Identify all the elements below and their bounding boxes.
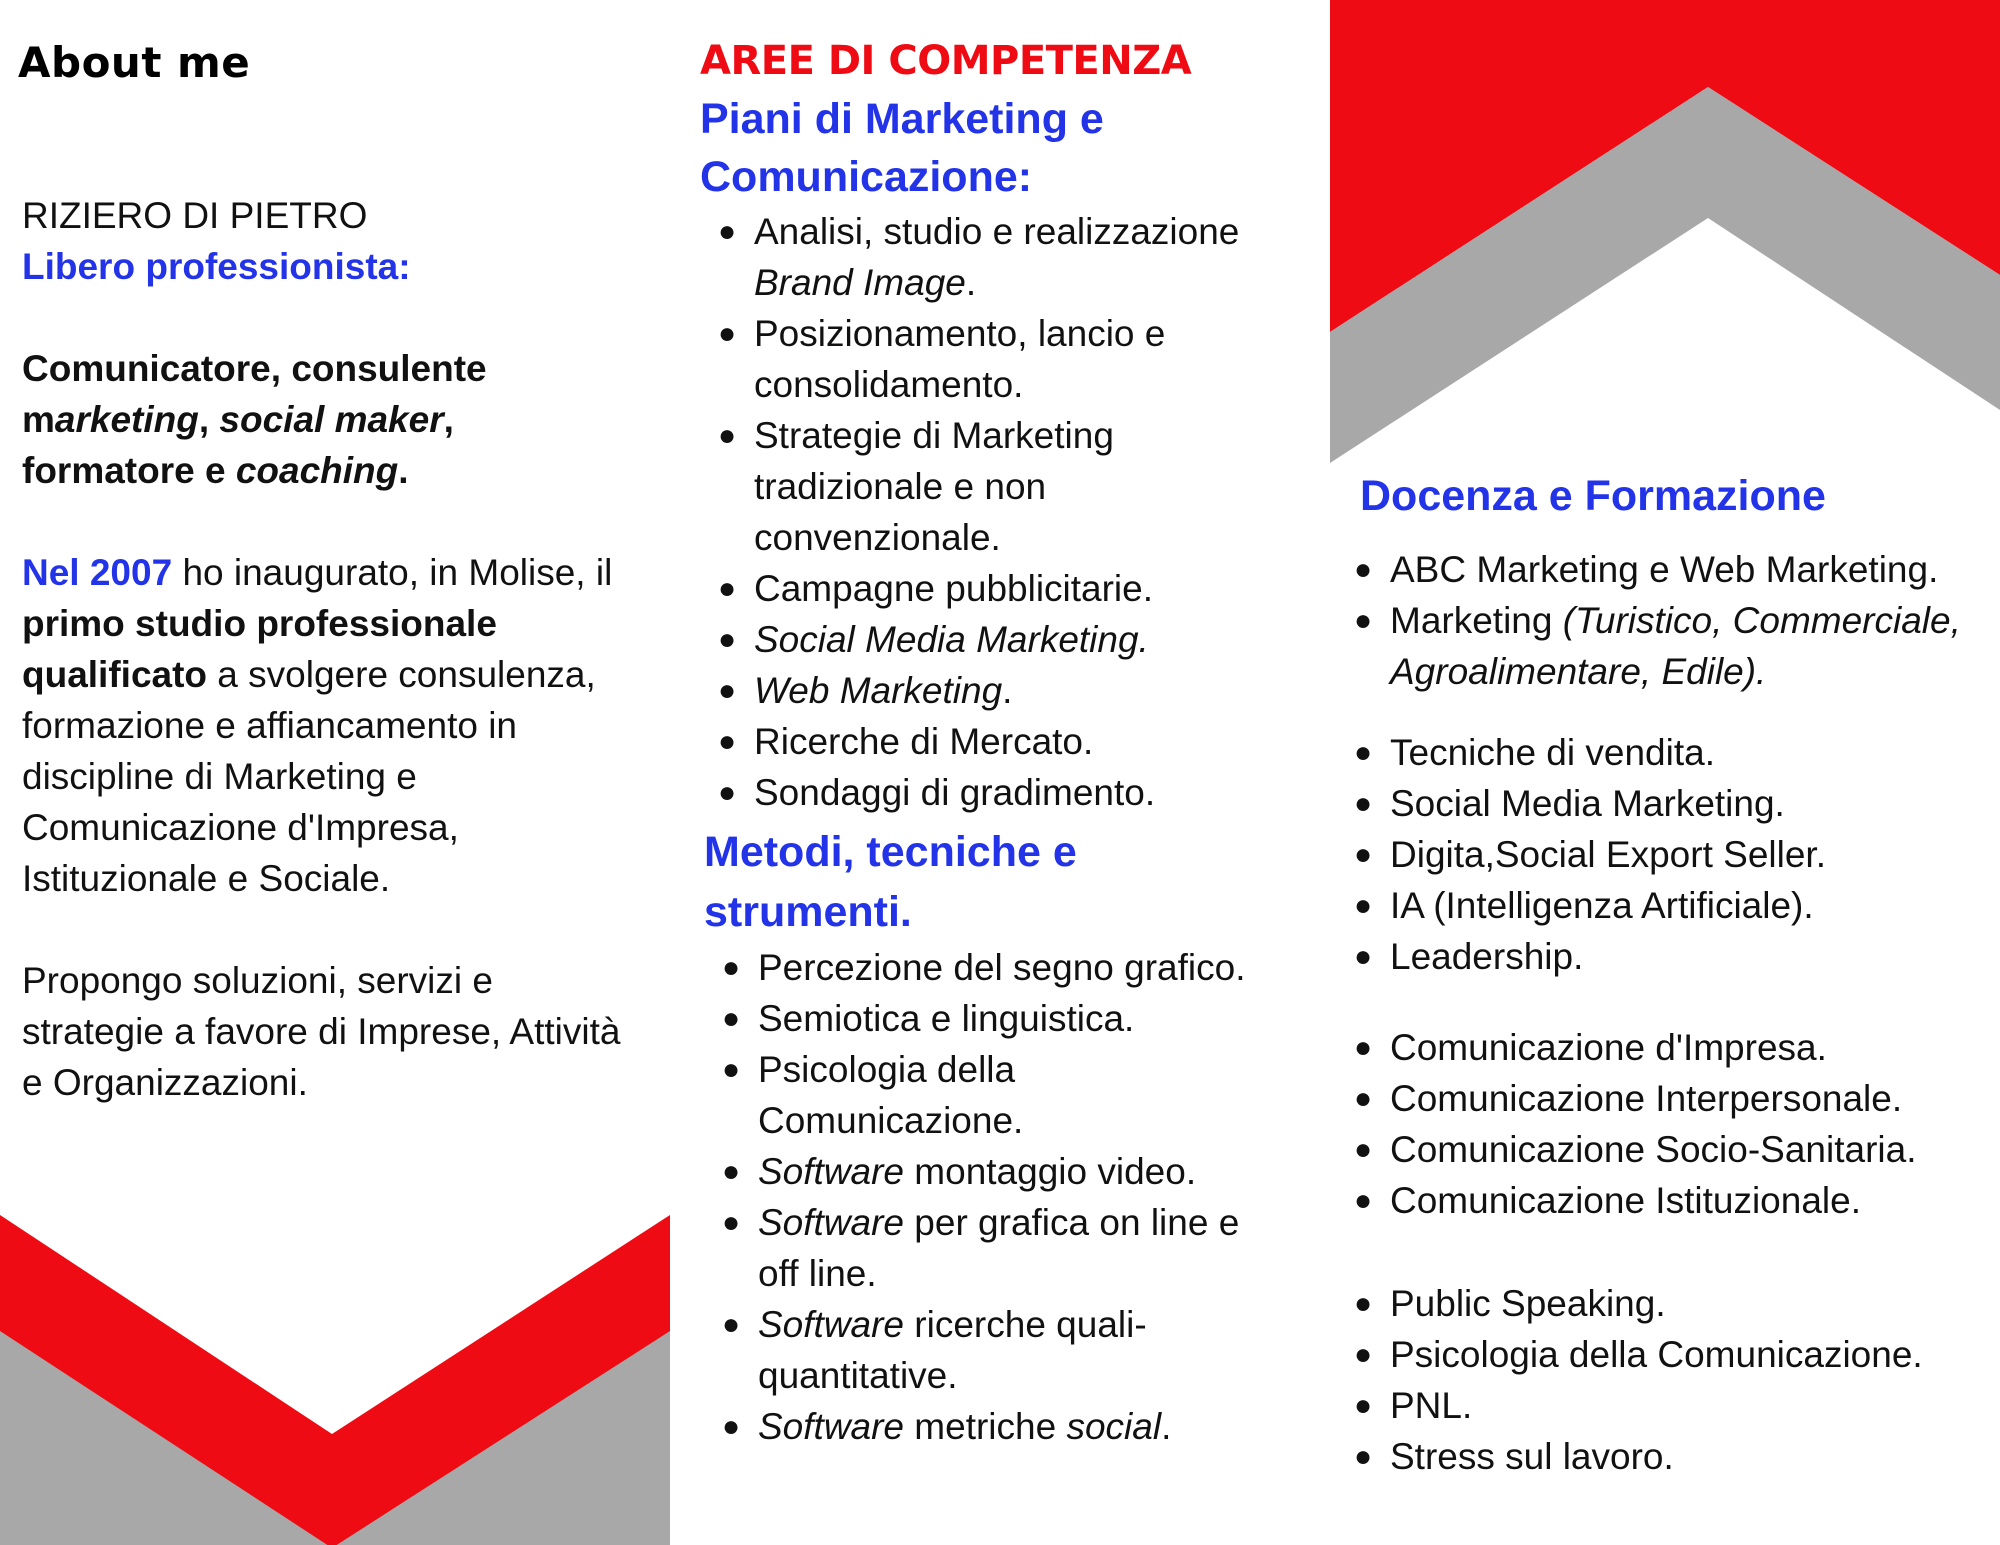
list-item: ● Social Media Marketing. — [700, 614, 1260, 665]
bullet-icon: ● — [718, 572, 737, 605]
list-item: ● Software ricerche quali-quantitative. — [704, 1299, 1260, 1401]
bullet-icon: ● — [1354, 604, 1373, 637]
list-item: ● Campagne pubblicitarie. — [700, 563, 1260, 614]
bullet-icon: ● — [718, 725, 737, 758]
docenza-group-2 — [1340, 727, 2000, 982]
list-item: ● Public Speaking. — [1340, 1278, 2000, 1329]
list-item: ● Ricerche di Mercato. — [700, 716, 1260, 767]
bullet-icon: ● — [718, 623, 737, 656]
about-title: About me — [18, 38, 251, 87]
bullet-icon: ● — [1354, 736, 1373, 769]
list-item: ● Software per grafica on line e off line. — [704, 1197, 1260, 1299]
bullet-icon: ● — [1354, 1082, 1373, 1115]
list-item: ● Sondaggi di gradimento. — [700, 767, 1260, 818]
list-item: ● PNL. — [1340, 1380, 2000, 1431]
docenza-group-4 — [1340, 1278, 2000, 1482]
list-item: ● Semiotica e linguistica. — [704, 993, 1260, 1044]
competenze-title: AREE DI COMPETENZA — [700, 38, 1192, 84]
bullet-icon: ● — [718, 317, 737, 350]
list-item: ● Psicologia della Comunicazione. — [1340, 1329, 2000, 1380]
bullet-icon: ● — [722, 1053, 741, 1086]
docenza-group-1 — [1340, 544, 2000, 697]
bullet-icon: ● — [722, 1308, 741, 1341]
bullet-icon: ● — [1354, 838, 1373, 871]
person-role: Libero professionista: — [22, 246, 411, 287]
list-item: ● Marketing (Turistico, Commerciale, Agroalimentare, Edile). — [1340, 595, 2000, 697]
list-item: ● Analisi, studio e realizzazione Brand Image. — [700, 206, 1260, 308]
list-item: ● Web Marketing. — [700, 665, 1260, 716]
about-section — [22, 190, 632, 1108]
bullet-icon: ● — [1354, 1184, 1373, 1217]
list-item: ● Psicologia della Comunicazione. — [704, 1044, 1260, 1146]
bullet-icon: ● — [1354, 1133, 1373, 1166]
list-item: ● Percezione del segno grafico. — [704, 942, 1260, 993]
bottom-chevron-decoration — [0, 1215, 670, 1545]
about-paragraph-history: Nel 2007 ho inaugurato, in Molise, il primo studio professionale qualificato a svolgere consulenza, formazione e affiancamento in discipline di Marketing e Comunicazione d'Impresa, Istituzionale e Sociale. — [22, 552, 613, 899]
bullet-icon: ● — [722, 1410, 741, 1443]
about-paragraph-services: Propongo soluzioni, servizi e strategie a favore di Imprese, Attività e Organizzazioni. — [22, 960, 621, 1103]
section-metodi-title: Metodi, tecniche e strumenti. — [704, 828, 1077, 936]
bullet-icon: ● — [1354, 1031, 1373, 1064]
bullet-icon: ● — [718, 215, 737, 248]
competenze-section — [700, 32, 1260, 1452]
bullet-icon: ● — [1354, 889, 1373, 922]
bullet-icon: ● — [722, 1206, 741, 1239]
docenza-section — [1340, 466, 2000, 1512]
section-marketing-title: Piani di Marketing e Comunicazione: — [700, 95, 1104, 201]
bullet-icon: ● — [1354, 1440, 1373, 1473]
list-item: ● Digita,Social Export Seller. — [1340, 829, 2000, 880]
top-chevron-decoration — [1330, 0, 2000, 465]
metodi-list — [704, 942, 1260, 1452]
bullet-icon: ● — [722, 1002, 741, 1035]
list-item: ● Social Media Marketing. — [1340, 778, 2000, 829]
list-item: ● IA (Intelligenza Artificiale). — [1340, 880, 2000, 931]
bullet-icon: ● — [718, 674, 737, 707]
list-item: ● Software metriche social. — [704, 1401, 1260, 1452]
list-item: ● ABC Marketing e Web Marketing. — [1340, 544, 2000, 595]
bullet-icon: ● — [1354, 1287, 1373, 1320]
list-item: ● Strategie di Marketing tradizionale e non convenzionale. — [700, 410, 1260, 563]
list-item: ● Comunicazione Interpersonale. — [1340, 1073, 2000, 1124]
person-tagline: Comunicatore, consulente marketing, social maker, formatore e coaching. — [22, 348, 487, 491]
list-item: ● Software montaggio video. — [704, 1146, 1260, 1197]
bullet-icon: ● — [1354, 553, 1373, 586]
bullet-icon: ● — [1354, 940, 1373, 973]
docenza-title: Docenza e Formazione — [1360, 472, 1826, 520]
bullet-icon: ● — [1354, 787, 1373, 820]
list-item: ● Tecniche di vendita. — [1340, 727, 2000, 778]
bullet-icon: ● — [718, 419, 737, 452]
bullet-icon: ● — [1354, 1338, 1373, 1371]
list-item: ● Stress sul lavoro. — [1340, 1431, 2000, 1482]
list-item: ● Leadership. — [1340, 931, 2000, 982]
bullet-icon: ● — [722, 951, 741, 984]
marketing-list — [700, 206, 1260, 818]
list-item: ● Comunicazione Istituzionale. — [1340, 1175, 2000, 1226]
list-item: ● Comunicazione Socio-Sanitaria. — [1340, 1124, 2000, 1175]
person-name: RIZIERO DI PIETRO — [22, 195, 368, 236]
bullet-icon: ● — [722, 1155, 741, 1188]
list-item: ● Posizionamento, lancio e consolidamento. — [700, 308, 1260, 410]
bullet-icon: ● — [718, 776, 737, 809]
list-item: ● Comunicazione d'Impresa. — [1340, 1022, 2000, 1073]
docenza-group-3 — [1340, 1022, 2000, 1226]
bullet-icon: ● — [1354, 1389, 1373, 1422]
